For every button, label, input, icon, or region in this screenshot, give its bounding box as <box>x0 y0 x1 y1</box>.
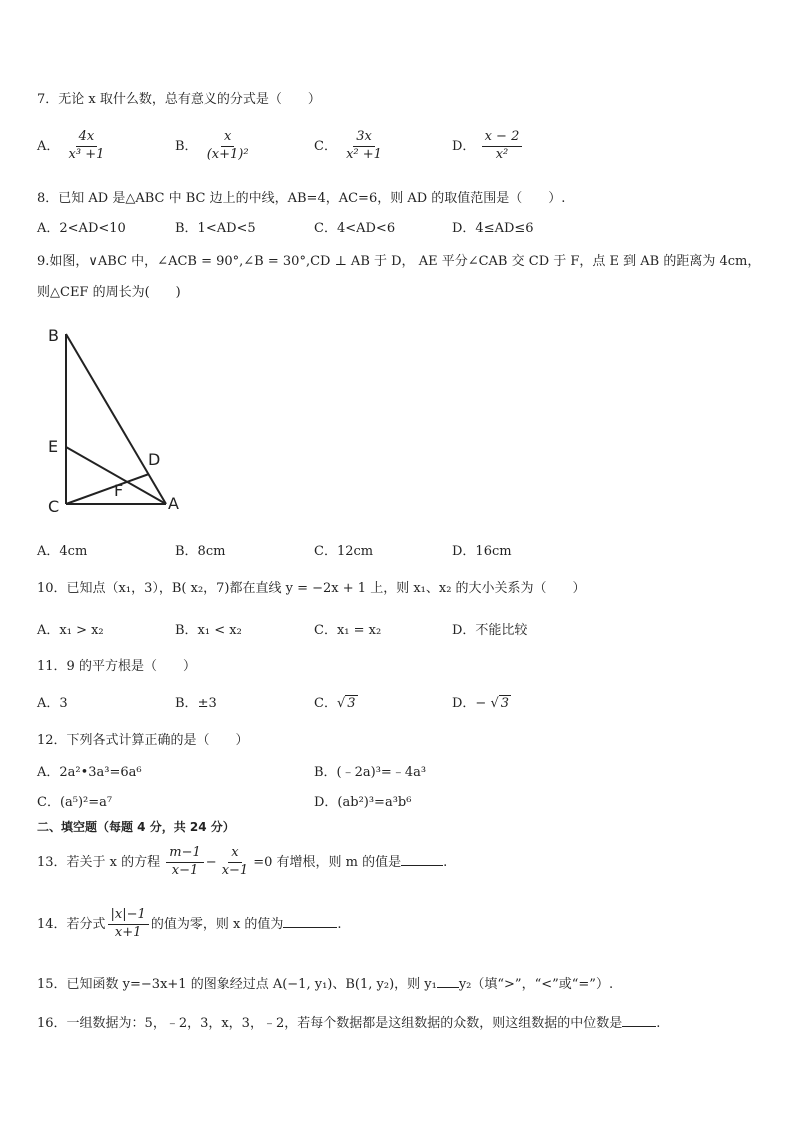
q9-option-d: D．16cm <box>452 544 512 559</box>
label-d: D <box>148 450 161 469</box>
option-label: A． <box>37 138 60 154</box>
fraction <box>482 130 523 163</box>
option-value: ±3 <box>197 696 217 711</box>
answer-blank[interactable] <box>283 915 337 928</box>
fraction <box>166 846 204 879</box>
q12-option-d: D．(ab²)³=a³b⁶ <box>314 795 412 810</box>
label-c: C <box>48 497 60 516</box>
denominator: x+1 <box>114 924 142 940</box>
q14-prefix: 14．若分式 <box>37 916 106 932</box>
option-label: B． <box>175 696 198 711</box>
q10-stem: 10．已知点（x₁，3），B( x₂，7)都在直线 y = −2x + 1 上，则 x₁、x₂ 的大小关系为（ ） <box>37 581 586 596</box>
q7-option-b <box>175 130 254 163</box>
period: . <box>656 1016 661 1031</box>
sqrt-symbol: √ 3 <box>336 696 356 711</box>
q13-suffix: =0 有增根，则 m 的值是 <box>253 854 402 870</box>
numerator: x <box>228 846 241 863</box>
q15-line <box>37 973 613 992</box>
q13-line <box>37 846 447 879</box>
q11-option-a <box>37 692 68 711</box>
segment-ba <box>66 334 166 504</box>
answer-blank[interactable] <box>437 975 459 988</box>
option-value: 3 <box>59 696 68 711</box>
answer-blank[interactable] <box>401 853 443 866</box>
q11-option-b <box>175 692 217 711</box>
numerator: 3x <box>353 130 375 147</box>
numerator: |x|−1 <box>108 908 149 925</box>
q10-option-d: D．不能比较 <box>452 623 528 638</box>
radicand: 3 <box>500 696 510 711</box>
q10-option-b: B．x₁ < x₂ <box>175 623 242 638</box>
q7-option-d <box>452 130 524 163</box>
label-f: F <box>114 481 124 500</box>
numerator: x <box>221 130 234 147</box>
section-heading-fill-in: 二、填空题（每题 4 分，共 24 分） <box>37 820 235 834</box>
numerator: m−1 <box>166 846 204 863</box>
option-label: D． <box>452 138 476 154</box>
q9-option-b: B．8cm <box>175 544 226 559</box>
q8-stem: 8．已知 AD 是△ABC 中 BC 边上的中线，AB=4，AC=6，则 AD 的取值范围是（ ）. <box>37 191 566 206</box>
q13-prefix: 13．若关于 x 的方程 <box>37 854 161 870</box>
segment-cd <box>66 474 149 504</box>
q9-stem-line2: 则△CEF 的周长为( ) <box>37 285 181 300</box>
q7-option-a <box>37 130 109 163</box>
q8-option-c: C．4<AD<6 <box>314 221 396 236</box>
q9-stem-line1: 9.如图，∨ABC 中，∠ACB = 90°,∠B = 30°,CD ⊥ AB 于 D， AE 平分∠CAB 交 CD 于 F，点 E 到 AB 的距离为 4cm， <box>37 254 761 269</box>
minus-sign: − <box>205 854 217 870</box>
q9-option-a: A．4cm <box>37 544 88 559</box>
q12-stem: 12．下列各式计算正确的是（ ） <box>37 733 249 748</box>
denominator: x² +1 <box>346 146 382 162</box>
q14-suffix: 的值为零，则 x 的值为 <box>150 916 284 932</box>
option-label: C． <box>314 696 337 711</box>
q16-line <box>37 1012 660 1031</box>
numerator: 4x <box>76 130 98 147</box>
option-label: C． <box>314 138 337 154</box>
q14-line <box>37 908 342 941</box>
fraction <box>219 846 252 879</box>
q15-suffix: y₂（填“>”，“<”或“=”）. <box>458 977 614 992</box>
radicand: 3 <box>347 696 356 711</box>
fraction <box>66 130 108 163</box>
denominator: x² <box>495 146 509 162</box>
fraction <box>343 130 385 163</box>
q12-option-c: C．(a⁵)²=a⁷ <box>37 795 113 810</box>
label-b: B <box>48 326 59 345</box>
numerator: x − 2 <box>482 130 523 147</box>
fraction <box>108 908 149 941</box>
q16-text: 16．一组数据为：5，﹣2，3，x，3，﹣2，若每个数据都是这组数据的众数，则这组数据的中位数是 <box>37 1016 623 1031</box>
option-label: A． <box>37 696 60 711</box>
period: . <box>443 854 448 870</box>
q7-option-c <box>314 130 387 163</box>
q7-stem: 7．无论 x 取什么数，总有意义的分式是（ ） <box>37 92 321 107</box>
q15-prefix: 15．已知函数 y=−3x+1 的图象经过点 A(−1, y₁)、B(1, y₂)，则 y₁ <box>37 977 437 992</box>
q9-option-c: C．12cm <box>314 544 374 559</box>
denominator: x−1 <box>221 862 249 878</box>
denominator: (x+1)² <box>206 146 249 162</box>
answer-blank[interactable] <box>622 1014 656 1027</box>
triangle-figure <box>40 322 200 522</box>
period: . <box>337 916 342 932</box>
q11-option-c <box>314 692 358 711</box>
denominator: x−1 <box>171 862 199 878</box>
q8-option-b: B．1<AD<5 <box>175 221 256 236</box>
q11-option-d <box>452 692 511 711</box>
q12-option-b: B．(﹣2a)³=﹣4a³ <box>314 765 427 780</box>
sqrt-symbol: √ 3 <box>490 696 510 711</box>
option-label: D．− <box>452 696 491 711</box>
q8-option-a: A．2<AD<10 <box>37 221 126 236</box>
q10-option-a: A．x₁ > x₂ <box>37 623 104 638</box>
q10-option-c: C．x₁ = x₂ <box>314 623 382 638</box>
option-label: B． <box>175 138 198 154</box>
label-a: A <box>168 494 179 513</box>
q8-option-d: D．4≤AD≤6 <box>452 221 534 236</box>
q11-stem: 11．9 的平方根是（ ） <box>37 659 196 674</box>
label-e: E <box>48 437 59 456</box>
q12-option-a: A．2a²•3a³=6a⁶ <box>37 765 142 780</box>
fraction <box>204 130 252 163</box>
denominator: x³ +1 <box>68 146 105 162</box>
